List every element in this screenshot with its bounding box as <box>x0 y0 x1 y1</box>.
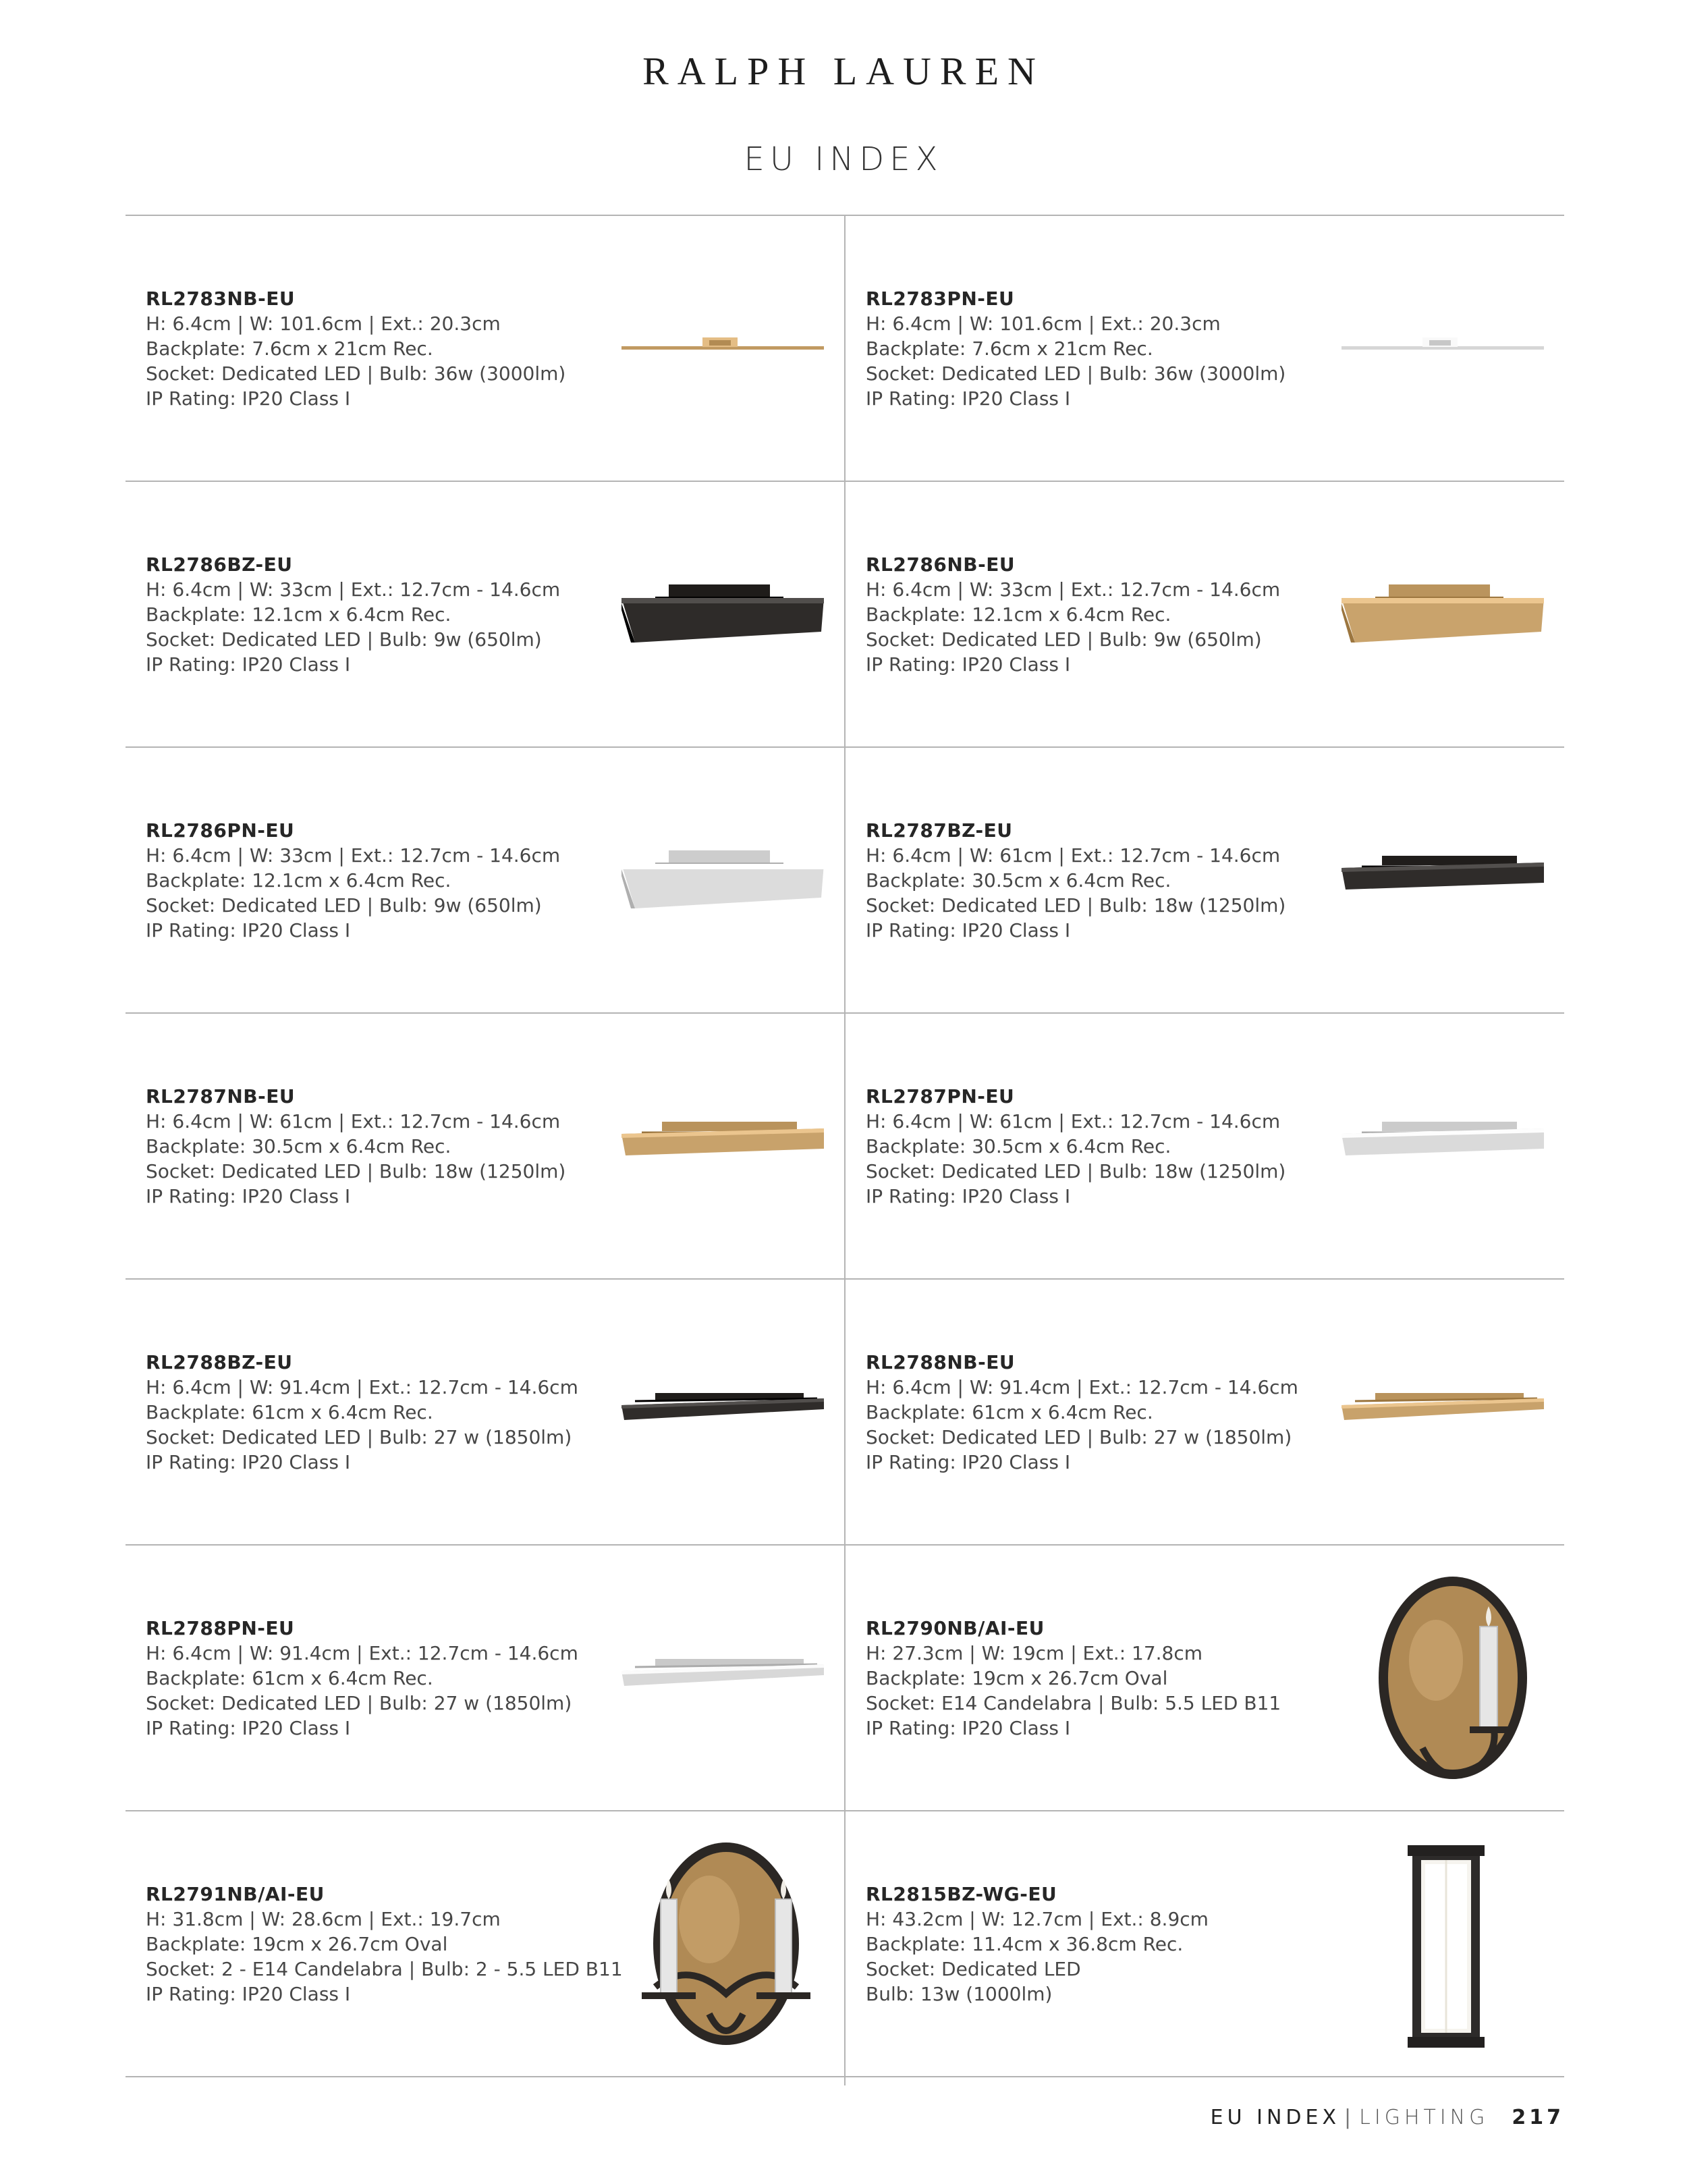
product-spec <box>866 1546 1338 1810</box>
product-spec <box>866 1280 1338 1544</box>
spec-line: H: 6.4cm | W: 33cm | Ext.: 12.7cm - 14.6cm <box>146 844 561 867</box>
picture-light-box-image <box>618 748 827 1012</box>
page-footer <box>1211 2106 1564 2129</box>
product-code: RL2790NB/AI-EU <box>866 1616 1045 1639</box>
product-cell <box>846 748 1565 1012</box>
product-spec <box>866 748 1338 1012</box>
product-cell <box>126 216 845 481</box>
product-row <box>126 1280 1564 1546</box>
product-code: RL2788PN-EU <box>146 1616 295 1639</box>
spec-line: Socket: 2 - E14 Candelabra | Bulb: 2 - 5.5 LED B11 <box>146 1957 623 1980</box>
picture-light-thin-image <box>618 216 827 481</box>
spec-line: Socket: E14 Candelabra | Bulb: 5.5 LED B11 <box>866 1691 1281 1714</box>
spec-line: Socket: Dedicated LED | Bulb: 36w (3000lm) <box>146 362 566 385</box>
product-cell <box>126 1811 845 2076</box>
product-code: RL2786BZ-EU <box>146 553 293 576</box>
footer-section: EU INDEX <box>1210 2106 1341 2129</box>
product-row <box>126 1014 1564 1280</box>
spec-line: Backplate: 61cm x 6.4cm Rec. <box>146 1400 433 1423</box>
spec-line: H: 27.3cm | W: 19cm | Ext.: 17.8cm <box>866 1641 1203 1664</box>
product-row <box>126 748 1564 1014</box>
spec-line: Backplate: 11.4cm x 36.8cm Rec. <box>866 1932 1184 1955</box>
spec-line: Backplate: 7.6cm x 21cm Rec. <box>866 337 1153 360</box>
spec-line: Backplate: 61cm x 6.4cm Rec. <box>866 1400 1153 1423</box>
product-row <box>126 216 1564 482</box>
product-row <box>126 1546 1564 1811</box>
picture-light-thin-image <box>1338 216 1547 481</box>
spec-line: Backplate: 12.1cm x 6.4cm Rec. <box>146 869 451 892</box>
spec-line: Backplate: 30.5cm x 6.4cm Rec. <box>866 869 1171 892</box>
oval-sconce-single-image <box>1338 1546 1547 1810</box>
picture-light-long-image <box>618 1546 827 1810</box>
picture-light-box-image <box>1338 482 1547 746</box>
picture-light-box-image <box>618 482 827 746</box>
spec-line: Socket: Dedicated LED | Bulb: 27 w (1850lm) <box>146 1425 572 1448</box>
product-code: RL2783NB-EU <box>146 287 296 310</box>
product-spec <box>866 482 1338 746</box>
product-row <box>126 482 1564 748</box>
spec-line: Backplate: 30.5cm x 6.4cm Rec. <box>866 1135 1171 1157</box>
spec-line: Socket: Dedicated LED | Bulb: 9w (650lm) <box>146 628 542 651</box>
product-spec <box>146 1014 618 1278</box>
spec-line: Socket: Dedicated LED <box>866 1957 1081 1980</box>
spec-line: Backplate: 19cm x 26.7cm Oval <box>866 1666 1168 1689</box>
product-spec <box>146 482 618 746</box>
product-code: RL2815BZ-WG-EU <box>866 1882 1057 1905</box>
spec-line: Backplate: 19cm x 26.7cm Oval <box>146 1932 448 1955</box>
product-spec <box>866 1014 1338 1278</box>
product-code: RL2788NB-EU <box>866 1350 1016 1373</box>
product-cell <box>126 482 845 746</box>
spec-line: IP Rating: IP20 Class I <box>146 1982 351 2005</box>
product-cell <box>126 1014 845 1278</box>
picture-light-long-image <box>1338 1280 1547 1544</box>
spec-line: H: 6.4cm | W: 91.4cm | Ext.: 12.7cm - 14.6cm <box>866 1375 1298 1398</box>
spec-line: Socket: Dedicated LED | Bulb: 36w (3000lm) <box>866 362 1286 385</box>
spec-line: Backplate: 12.1cm x 6.4cm Rec. <box>146 603 451 626</box>
footer-separator: | <box>1344 2106 1356 2129</box>
spec-line: Socket: Dedicated LED | Bulb: 18w (1250lm) <box>866 1159 1286 1182</box>
picture-light-medium-image <box>618 1014 827 1278</box>
picture-light-medium-image <box>1338 748 1547 1012</box>
spec-line: Socket: Dedicated LED | Bulb: 27 w (1850lm) <box>146 1691 572 1714</box>
spec-line: Bulb: 13w (1000lm) <box>866 1982 1053 2005</box>
spec-line: IP Rating: IP20 Class I <box>146 653 351 676</box>
spec-line: IP Rating: IP20 Class I <box>146 387 351 410</box>
spec-line: H: 6.4cm | W: 91.4cm | Ext.: 12.7cm - 14.6cm <box>146 1641 578 1664</box>
product-cell <box>846 216 1565 481</box>
product-spec <box>146 216 618 481</box>
product-code: RL2786NB-EU <box>866 553 1016 576</box>
spec-line: H: 6.4cm | W: 101.6cm | Ext.: 20.3cm <box>146 312 501 335</box>
spec-line: IP Rating: IP20 Class I <box>866 653 1071 676</box>
picture-light-long-image <box>618 1280 827 1544</box>
rectangular-wall-sconce-image <box>1338 1811 1547 2076</box>
spec-line: IP Rating: IP20 Class I <box>866 1450 1071 1473</box>
spec-line: Socket: Dedicated LED | Bulb: 27 w (1850lm) <box>866 1425 1292 1448</box>
spec-line: H: 6.4cm | W: 61cm | Ext.: 12.7cm - 14.6cm <box>866 844 1281 867</box>
product-spec <box>146 748 618 1012</box>
product-spec <box>866 216 1338 481</box>
spec-line: IP Rating: IP20 Class I <box>866 1184 1071 1207</box>
spec-line: H: 6.4cm | W: 61cm | Ext.: 12.7cm - 14.6cm <box>866 1110 1281 1132</box>
spec-line: IP Rating: IP20 Class I <box>146 1716 351 1739</box>
product-code: RL2787NB-EU <box>146 1085 296 1108</box>
page-title: EU INDEX <box>744 140 943 178</box>
product-cell <box>126 1546 845 1810</box>
brand-logo: RALPH LAUREN <box>642 49 1045 93</box>
picture-light-medium-image <box>1338 1014 1547 1278</box>
product-spec <box>146 1280 618 1544</box>
product-cell <box>846 1280 1565 1544</box>
product-code: RL2787PN-EU <box>866 1085 1015 1108</box>
spec-line: IP Rating: IP20 Class I <box>866 387 1071 410</box>
product-code: RL2787BZ-EU <box>866 819 1013 842</box>
product-spec <box>146 1811 623 2076</box>
spec-line: H: 6.4cm | W: 91.4cm | Ext.: 12.7cm - 14.6cm <box>146 1375 578 1398</box>
spec-line: Backplate: 12.1cm x 6.4cm Rec. <box>866 603 1171 626</box>
oval-sconce-double-image <box>618 1811 827 2076</box>
product-code: RL2786PN-EU <box>146 819 295 842</box>
spec-line: Backplate: 30.5cm x 6.4cm Rec. <box>146 1135 451 1157</box>
spec-line: H: 31.8cm | W: 28.6cm | Ext.: 19.7cm <box>146 1907 501 1930</box>
product-cell <box>126 748 845 1012</box>
product-spec <box>146 1546 618 1810</box>
spec-line: H: 6.4cm | W: 61cm | Ext.: 12.7cm - 14.6cm <box>146 1110 561 1132</box>
spec-line: IP Rating: IP20 Class I <box>146 1184 351 1207</box>
spec-line: IP Rating: IP20 Class I <box>866 919 1071 941</box>
spec-line: H: 6.4cm | W: 101.6cm | Ext.: 20.3cm <box>866 312 1221 335</box>
product-cell <box>126 1280 845 1544</box>
product-code: RL2791NB/AI-EU <box>146 1882 325 1905</box>
spec-line: Socket: Dedicated LED | Bulb: 9w (650lm) <box>866 628 1262 651</box>
product-grid <box>126 215 1564 2085</box>
footer-category: LIGHTING <box>1359 2106 1489 2129</box>
spec-line: Backplate: 61cm x 6.4cm Rec. <box>146 1666 433 1689</box>
spec-line: H: 6.4cm | W: 33cm | Ext.: 12.7cm - 14.6cm <box>146 578 561 601</box>
spec-line: H: 6.4cm | W: 33cm | Ext.: 12.7cm - 14.6cm <box>866 578 1281 601</box>
page-number: 217 <box>1512 2106 1564 2129</box>
spec-line: Socket: Dedicated LED | Bulb: 18w (1250lm) <box>866 894 1286 917</box>
product-spec <box>866 1811 1338 2076</box>
spec-line: Socket: Dedicated LED | Bulb: 9w (650lm) <box>146 894 542 917</box>
product-cell <box>846 1811 1565 2076</box>
product-code: RL2788BZ-EU <box>146 1350 293 1373</box>
spec-line: H: 43.2cm | W: 12.7cm | Ext.: 8.9cm <box>866 1907 1209 1930</box>
spec-line: Socket: Dedicated LED | Bulb: 18w (1250lm) <box>146 1159 566 1182</box>
product-row <box>126 1811 1564 2077</box>
spec-line: IP Rating: IP20 Class I <box>146 919 351 941</box>
product-code: RL2783PN-EU <box>866 287 1015 310</box>
spec-line: IP Rating: IP20 Class I <box>866 1716 1071 1739</box>
spec-line: Backplate: 7.6cm x 21cm Rec. <box>146 337 433 360</box>
product-cell <box>846 1014 1565 1278</box>
product-cell <box>846 1546 1565 1810</box>
product-cell <box>846 482 1565 746</box>
spec-line: IP Rating: IP20 Class I <box>146 1450 351 1473</box>
